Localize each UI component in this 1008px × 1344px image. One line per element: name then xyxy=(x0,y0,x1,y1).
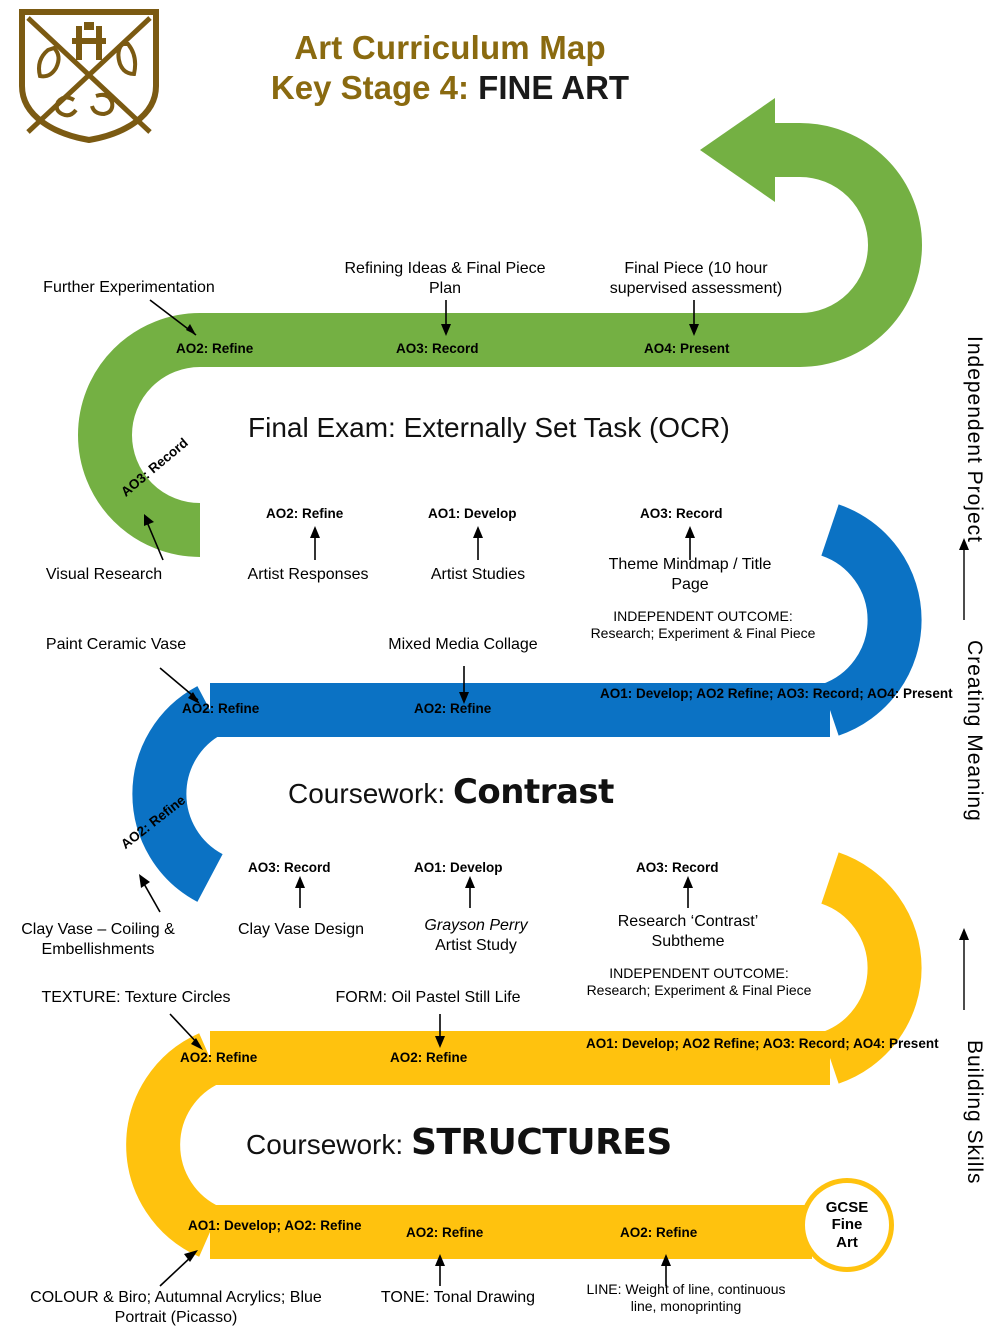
endpoint-line-1: GCSE xyxy=(825,1199,869,1217)
ao-label-blue-turn: AO2: Refine xyxy=(118,792,189,852)
ao-label-yellow-bottom-1: AO1: Develop; AO2: Refine xyxy=(188,1218,362,1233)
callout-yellow-bottom-2: TONE: Tonal Drawing xyxy=(380,1289,536,1306)
title-line-1: Art Curriculum Map xyxy=(294,29,606,66)
ao-label-yellow-bottom-3: AO2: Refine xyxy=(620,1225,698,1240)
ao-label-yellow-top-1: AO2: Refine xyxy=(180,1050,258,1065)
band-title-blue xyxy=(288,772,614,812)
independent-outcome-blue: INDEPENDENT OUTCOME: Research; Experiment & Final Piece xyxy=(590,608,816,641)
title-line-2-prefix: Key Stage 4: xyxy=(270,69,479,107)
callout-blue-bottom-2 xyxy=(396,916,556,955)
ao-label-blue-bottom-1: AO3: Record xyxy=(248,860,331,875)
ao-label-green-bottom-2: AO1: Develop xyxy=(428,506,517,521)
ao-label-blue-top-3: AO1: Develop; AO2 Refine; AO3: Record; AO4: Present xyxy=(600,686,953,701)
ao-label-blue-top-2: AO2: Refine xyxy=(414,701,492,716)
callout-blue-bottom-2-text: Artist Study xyxy=(435,936,517,954)
ao-label-blue-bottom-3: AO3: Record xyxy=(636,860,719,875)
side-caption-independent-project: Independent Project xyxy=(963,336,986,543)
ao-label-yellow-top-3: AO1: Develop; AO2 Refine; AO3: Record; AO4: Present xyxy=(586,1036,939,1051)
independent-outcome-yellow: INDEPENDENT OUTCOME: Research; Experiment & Final Piece xyxy=(586,965,812,998)
callout-green-top-3: Final Piece (10 hour supervised assessment) xyxy=(609,260,783,297)
band-title-yellow-prefix: Coursework: xyxy=(246,1129,411,1160)
gcse-fine-art-endpoint xyxy=(800,1178,894,1272)
callout-green-top-2: Refining Ideas & Final Piece Plan xyxy=(344,260,546,297)
side-caption-creating-meaning: Creating Meaning xyxy=(963,640,986,822)
callout-green-top-1: Further Experimentation xyxy=(43,279,215,296)
callout-green-bottom-1: Artist Responses xyxy=(247,566,369,583)
callout-blue-bottom-1: Clay Vase Design xyxy=(238,921,364,938)
callout-green-bottom-2: Artist Studies xyxy=(430,566,526,583)
title-line-2-emphasis: FINE ART xyxy=(478,69,630,107)
ao-label-yellow-bottom-2: AO2: Refine xyxy=(406,1225,484,1240)
band-title-yellow xyxy=(246,1122,672,1163)
ao-label-green-bottom-1: AO2: Refine xyxy=(266,506,344,521)
callout-yellow-top-1: TEXTURE: Texture Circles xyxy=(41,989,231,1006)
callout-green-bottom-3: Theme Mindmap / Title Page xyxy=(608,556,772,593)
callout-blue-turn: Clay Vase – Coiling & Embellishments xyxy=(21,921,175,958)
ao-label-blue-bottom-2: AO1: Develop xyxy=(414,860,503,875)
endpoint-line-3: Art xyxy=(836,1233,858,1251)
band-title-green: Final Exam: Externally Set Task (OCR) xyxy=(248,412,730,443)
ao-label-green-bottom-3: AO3: Record xyxy=(640,506,723,521)
ao-label-yellow-top-2: AO2: Refine xyxy=(390,1050,468,1065)
endpoint-line-2: Fine xyxy=(831,1216,863,1234)
band-title-blue-emphasis: Contrast xyxy=(452,772,614,812)
ao-label-green-top-3: AO4: Present xyxy=(644,341,730,356)
callout-blue-bottom-2-italic: Grayson Perry xyxy=(424,917,528,934)
band-title-blue-prefix: Coursework: xyxy=(288,778,453,809)
callout-yellow-bottom-1: COLOUR & Biro; Autumnal Acrylics; Blue Portrait (Picasso) xyxy=(30,1289,322,1326)
callout-blue-top-1: Paint Ceramic Vase xyxy=(45,636,187,653)
side-caption-building-skills: Building Skills xyxy=(963,1040,986,1185)
callout-green-turn: Visual Research xyxy=(45,566,163,583)
callout-yellow-bottom-3: LINE: Weight of line, continuous line, monoprinting xyxy=(586,1281,786,1314)
callout-yellow-top-2: FORM: Oil Pastel Still Life xyxy=(335,989,521,1006)
band-title-yellow-emphasis: STRUCTURES xyxy=(410,1122,672,1163)
callout-blue-bottom-3: Research ‘Contrast’ Subtheme xyxy=(617,913,759,950)
ao-label-green-turn: AO3: Record xyxy=(118,434,191,500)
ao-label-blue-top-1: AO2: Refine xyxy=(182,701,260,716)
ao-label-green-top-2: AO3: Record xyxy=(396,341,479,356)
ao-label-green-top-1: AO2: Refine xyxy=(176,341,254,356)
callout-blue-top-2: Mixed Media Collage xyxy=(388,636,538,653)
